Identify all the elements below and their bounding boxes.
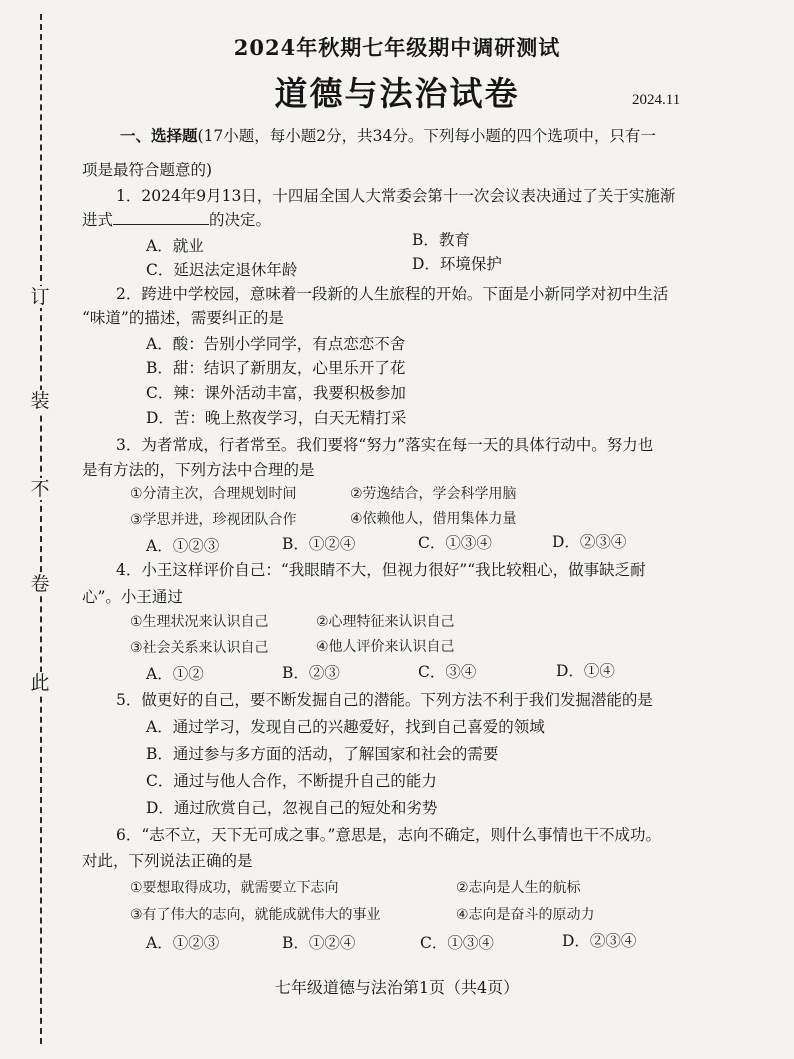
q5-option-d: D．通过欣赏自己，忽视自己的短处和劣势 bbox=[146, 799, 438, 817]
binding-char: 订 bbox=[26, 286, 54, 308]
q6-statement-4: ④志向是奋斗的原动力 bbox=[456, 907, 595, 923]
q3-stem-line2: 是有方法的，下列方法中合理的是 bbox=[82, 461, 315, 479]
q3-statement-4: ④依赖他人，借用集体力量 bbox=[350, 511, 517, 527]
q4-stem-line2: 心”。小王通过 bbox=[82, 588, 183, 606]
q4-option-d: D．①④ bbox=[556, 662, 615, 680]
q4-option-c: C．③④ bbox=[418, 663, 477, 681]
q4-statement-4: ④他人评价来认识自己 bbox=[316, 639, 455, 655]
exam-title-line2: 道德与法治试卷 bbox=[274, 74, 520, 113]
q4-statement-3: ③社会关系来认识自己 bbox=[130, 640, 269, 656]
q2-option-d: D．苦：晚上熬夜学习，白天无精打采 bbox=[146, 409, 407, 427]
binding-char: 装 bbox=[26, 390, 54, 412]
q1-option-a: A．就业 bbox=[146, 237, 204, 255]
section-intro-line2: 项是最符合题意的) bbox=[82, 161, 213, 179]
q3-statement-3: ③学思并进，珍视团队合作 bbox=[130, 512, 297, 528]
q1-option-c: C．延迟法定退休年龄 bbox=[146, 261, 298, 279]
section-intro bbox=[120, 126, 656, 146]
q4-statement-1: ①生理状况来认识自己 bbox=[130, 614, 269, 630]
q6-stem-line1: 6．“志不立，天下无可成之事。”意思是，志向不确定，则什么事情也干不成功。 bbox=[116, 826, 661, 844]
q3-statement-1: ①分清主次，合理规划时间 bbox=[130, 486, 297, 502]
q3-statement-2: ②劳逸结合，学会科学用脑 bbox=[350, 486, 517, 502]
q1-option-d: D．环境保护 bbox=[412, 255, 502, 273]
q3-option-b: B．①②④ bbox=[282, 535, 356, 553]
q2-option-c: C．辣：课外活动丰富，我要积极参加 bbox=[146, 384, 406, 402]
q5-option-a: A．通过学习，发现自己的兴趣爱好，找到自己喜爱的领域 bbox=[146, 718, 545, 736]
q3-option-c: C．①③④ bbox=[418, 534, 492, 552]
exam-date: 2024.11 bbox=[632, 92, 681, 108]
q1-stem-post: 的决定。 bbox=[209, 211, 272, 229]
q2-stem-line2: “味道”的描述，需要纠正的是 bbox=[82, 309, 284, 327]
q6-option-b: B．①②④ bbox=[282, 934, 356, 952]
q1-stem-pre: 进式 bbox=[82, 211, 114, 229]
q3-option-d: D．②③④ bbox=[552, 533, 627, 551]
q4-stem-line1: 4．小王这样评价自己：“我眼睛不大，但视力很好”“我比较粗心，做事缺乏耐 bbox=[116, 561, 646, 579]
q4-option-a: A．①② bbox=[146, 665, 204, 683]
q6-statement-1: ①要想取得成功，就需要立下志向 bbox=[130, 880, 339, 896]
exam-title-line1: 2024年秋期七年级期中调研测试 bbox=[233, 35, 561, 60]
q2-stem-line1: 2．跨进中学校园，意味着一段新的人生旅程的开始。下面是小新同学对初中生活 bbox=[116, 285, 669, 303]
q3-option-a: A．①②③ bbox=[146, 537, 220, 555]
section-intro-text: (17小题，每小题2分，共34分。下列每小题的四个选项中，只有一 bbox=[197, 127, 656, 145]
q4-statement-2: ②心理特征来认识自己 bbox=[316, 614, 455, 630]
q5-option-c: C．通过与他人合作，不断提升自己的能力 bbox=[146, 772, 437, 790]
binding-dashed-line bbox=[40, 14, 42, 1044]
page-footer: 七年级道德与法治第1页（共4页） bbox=[274, 978, 520, 997]
q6-option-c: C．①③④ bbox=[420, 934, 494, 952]
q5-option-b: B．通过参与多方面的活动，了解国家和社会的需要 bbox=[146, 745, 499, 763]
q2-option-b: B．甜：结识了新朋友，心里乐开了花 bbox=[146, 359, 406, 377]
q6-option-d: D．②③④ bbox=[562, 932, 637, 950]
answer-blank bbox=[113, 210, 209, 225]
binding-char: 不 bbox=[26, 478, 54, 500]
q1-option-b: B．教育 bbox=[412, 231, 470, 249]
q6-statement-2: ②志向是人生的航标 bbox=[456, 880, 581, 896]
q6-stem-line2: 对此，下列说法正确的是 bbox=[82, 852, 253, 870]
binding-char: 此 bbox=[26, 672, 54, 694]
q3-stem-line1: 3．为者常成，行者常至。我们要将“努力”落实在每一天的具体行动中。努力也 bbox=[116, 436, 654, 454]
q6-option-a: A．①②③ bbox=[146, 934, 220, 952]
q5-stem-line1: 5．做更好的自己，要不断发掘自己的潜能。下列方法不利于我们发掘潜能的是 bbox=[116, 691, 653, 709]
q6-statement-3: ③有了伟大的志向，就能成就伟大的事业 bbox=[130, 907, 381, 923]
q1-stem-line2 bbox=[82, 210, 271, 230]
q4-option-b: B．②③ bbox=[282, 664, 340, 682]
q1-stem-line1: 1．2024年9月13日，十四届全国人大常委会第十一次会议表决通过了关于实施渐 bbox=[116, 187, 676, 205]
q2-option-a: A．酸：告别小学同学，有点恋恋不舍 bbox=[146, 335, 406, 353]
binding-char: 卷 bbox=[26, 573, 54, 595]
section-heading: 一、选择题 bbox=[120, 126, 198, 145]
